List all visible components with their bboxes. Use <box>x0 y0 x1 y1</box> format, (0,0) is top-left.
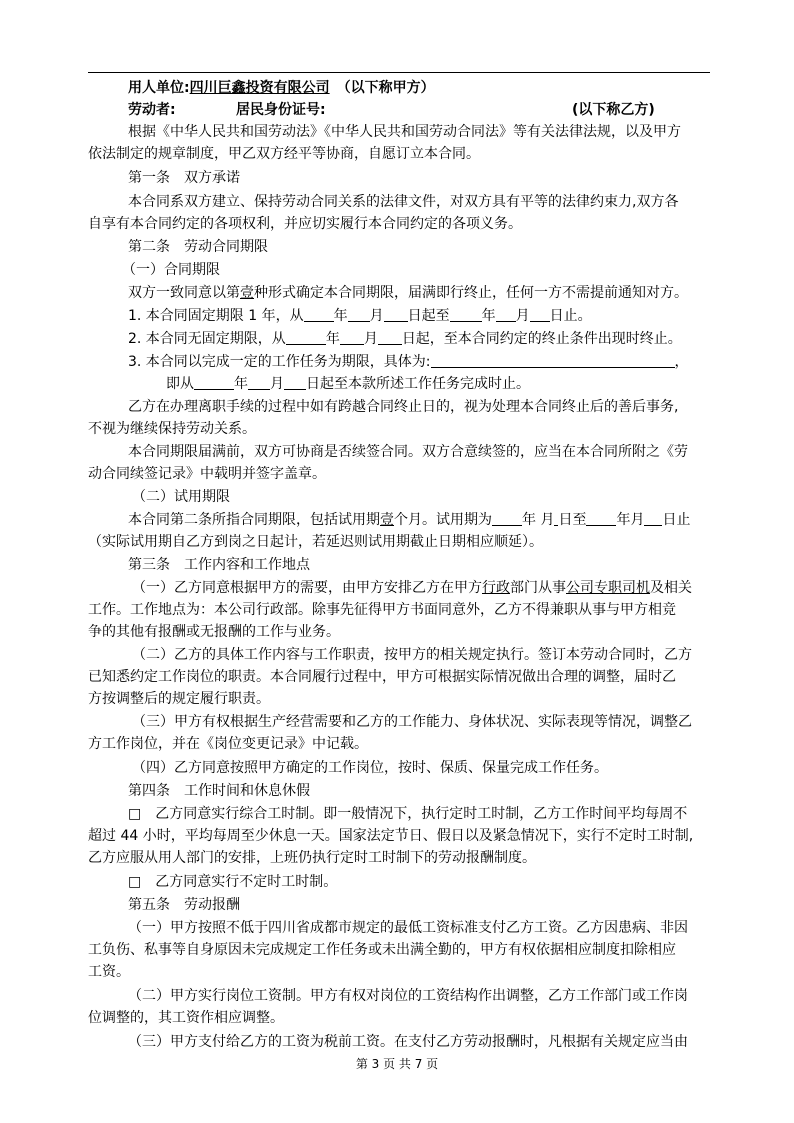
term-option-2: 2. 本合同无固定期限，从 年 月 日起，至本合同约定的终止条件出现时终止。 <box>128 331 682 347</box>
paragraph-line: （三）甲方有权根据生产经营需要和乙方的工作能力、身体状况、实际表现等情况，调整乙 <box>132 714 692 730</box>
paragraph-line: 已知悉约定工作岗位的职责。本合同履行过程中，甲方可根据实际情况做出合理的调整，届时乙 <box>88 669 676 685</box>
paragraph-line: 位调整的，其工资作相应调整。 <box>88 1010 284 1026</box>
paragraph-line: 工作。工作地点为：本公司行政部。除事先征得甲方书面同意外，乙方不得兼职从事与甲方相竞 <box>88 602 676 618</box>
paragraph-line: 本合同期限届满前，双方可协商是否续签合同。双方合意续签的，应当在本合同所附之《劳 <box>128 444 688 460</box>
paragraph-line: 方按调整后的规定履行职责。 <box>88 691 270 707</box>
employer-line <box>128 77 435 99</box>
paragraph-line: （一）乙方同意根据甲方的需要，由甲方安排乙方在甲方行政部门从事公司专职司机及相关 <box>132 580 692 596</box>
paragraph-line: （一）甲方按照不低于四川省成都市规定的最低工资标准支付乙方工资。乙方因患病、非因 <box>128 920 688 936</box>
article-heading: 第四条 工作时间和休息休假 <box>128 783 310 799</box>
employer-label: 用人单位: <box>128 80 190 96</box>
paragraph-line: （实际试用期自乙方到岗之日起计，若延迟则试用期截止日期相应顺延）。 <box>88 534 543 550</box>
article-heading: 第二条 劳动合同期限 <box>128 239 268 255</box>
paragraph-line: 本合同系双方建立、保持劳动合同关系的法律文件，对双方具有平等的法律约束力,双方各 <box>128 194 679 210</box>
paragraph-line: 动合同续签记录》中载明并签字盖章。 <box>88 466 326 482</box>
paragraph-line: 双方一致同意以第壹种形式确定本合同期限，届满即行终止，任何一方不需提前通知对方。 <box>128 285 688 301</box>
paragraph-line: 根据《中华人民共和国劳动法》《中华人民共和国劳动合同法》等有关法律法规，以及甲方 <box>128 124 681 140</box>
probation-line: 本合同第二条所指合同期限，包括试用期壹个月。试用期为 年 月 日至 年月 日止 <box>128 512 691 528</box>
paragraph-line: 方工作岗位，并在《岗位变更记录》中记载。 <box>88 736 368 752</box>
term-option-3-dates: 即从 年 月 日起至本款所述工作任务完成时止。 <box>166 376 530 392</box>
section-heading: （一）合同期限 <box>122 262 220 278</box>
paragraph-line: （三）甲方支付给乙方的工资为税前工资。在支付乙方劳动报酬时，凡根据有关规定应当由 <box>128 1034 688 1050</box>
article-heading: 第三条 工作内容和工作地点 <box>128 557 310 573</box>
header-rule <box>88 72 710 73</box>
paragraph-line: 工负伤、私事等自身原因未完成规定工作任务或未出满全勤的，甲方有权依据相应制度扣除相应 <box>88 942 676 958</box>
paragraph-line: 乙方应服从用人部门的安排，上班仍执行定时工时制下的劳动报酬制度。 <box>88 850 536 866</box>
worker-label: 劳动者: <box>128 102 176 118</box>
paragraph-line: （二）甲方实行岗位工资制。甲方有权对岗位的工资结构作出调整，乙方工作部门或工作岗 <box>128 988 688 1004</box>
party-a-note: （以下称甲方） <box>343 80 435 96</box>
paragraph-line: 自享有本合同约定的各项权利，并应切实履行本合同约定的各项义务。 <box>88 216 522 232</box>
page-number: 第 3 页 共 7 页 <box>355 1057 439 1071</box>
article-heading: 第五条 劳动报酬 <box>128 897 240 913</box>
paragraph-line: 乙方在办理离职手续的过程中如有跨越合同终止日的，视为处理本合同终止后的善后事务, <box>128 399 679 415</box>
article-heading: 第一条 双方承诺 <box>128 170 240 186</box>
id-label: 居民身份证号: <box>236 102 326 118</box>
party-b-note: (以下称乙方) <box>572 102 655 118</box>
paragraph-line: （四）乙方同意按照甲方确定的工作岗位，按时、保质、保量完成工作任务。 <box>132 760 608 776</box>
paragraph-line: （二）乙方的具体工作内容与工作职责，按甲方的相关规定执行。签订本劳动合同时，乙方 <box>132 647 692 663</box>
paragraph-line: 工资。 <box>88 964 130 980</box>
employer-name: 四川巨鑫投资有限公司 <box>189 80 330 96</box>
paragraph-line: 依法制定的规章制度，甲乙双方经平等协商，自愿订立本合同。 <box>88 146 480 162</box>
checkbox-option-flexible: □ 乙方同意实行不定时工时制。 <box>128 874 338 890</box>
section-heading: （二）试用期限 <box>132 489 230 505</box>
paragraph-line: 不视为继续保持劳动关系。 <box>88 421 256 437</box>
paragraph-line: 争的其他有报酬或无报酬的工作与业务。 <box>88 624 340 640</box>
paragraph-line: 超过 44 小时，平均每周至少休息一天。国家法定节日、假日以及紧急情况下，实行不定时工时制, <box>88 828 694 844</box>
term-option-1: 1. 本合同固定期限 1 年，从 年 月 日起至 年 月 日止。 <box>128 308 592 324</box>
term-option-3: 3. 本合同以完成一定的工作任务为期限，具体为: ， <box>128 354 689 370</box>
checkbox-option-comprehensive: □ 乙方同意实行综合工时制。即一般情况下，执行定时工时制，乙方工作时间平均每周不 <box>128 806 688 822</box>
